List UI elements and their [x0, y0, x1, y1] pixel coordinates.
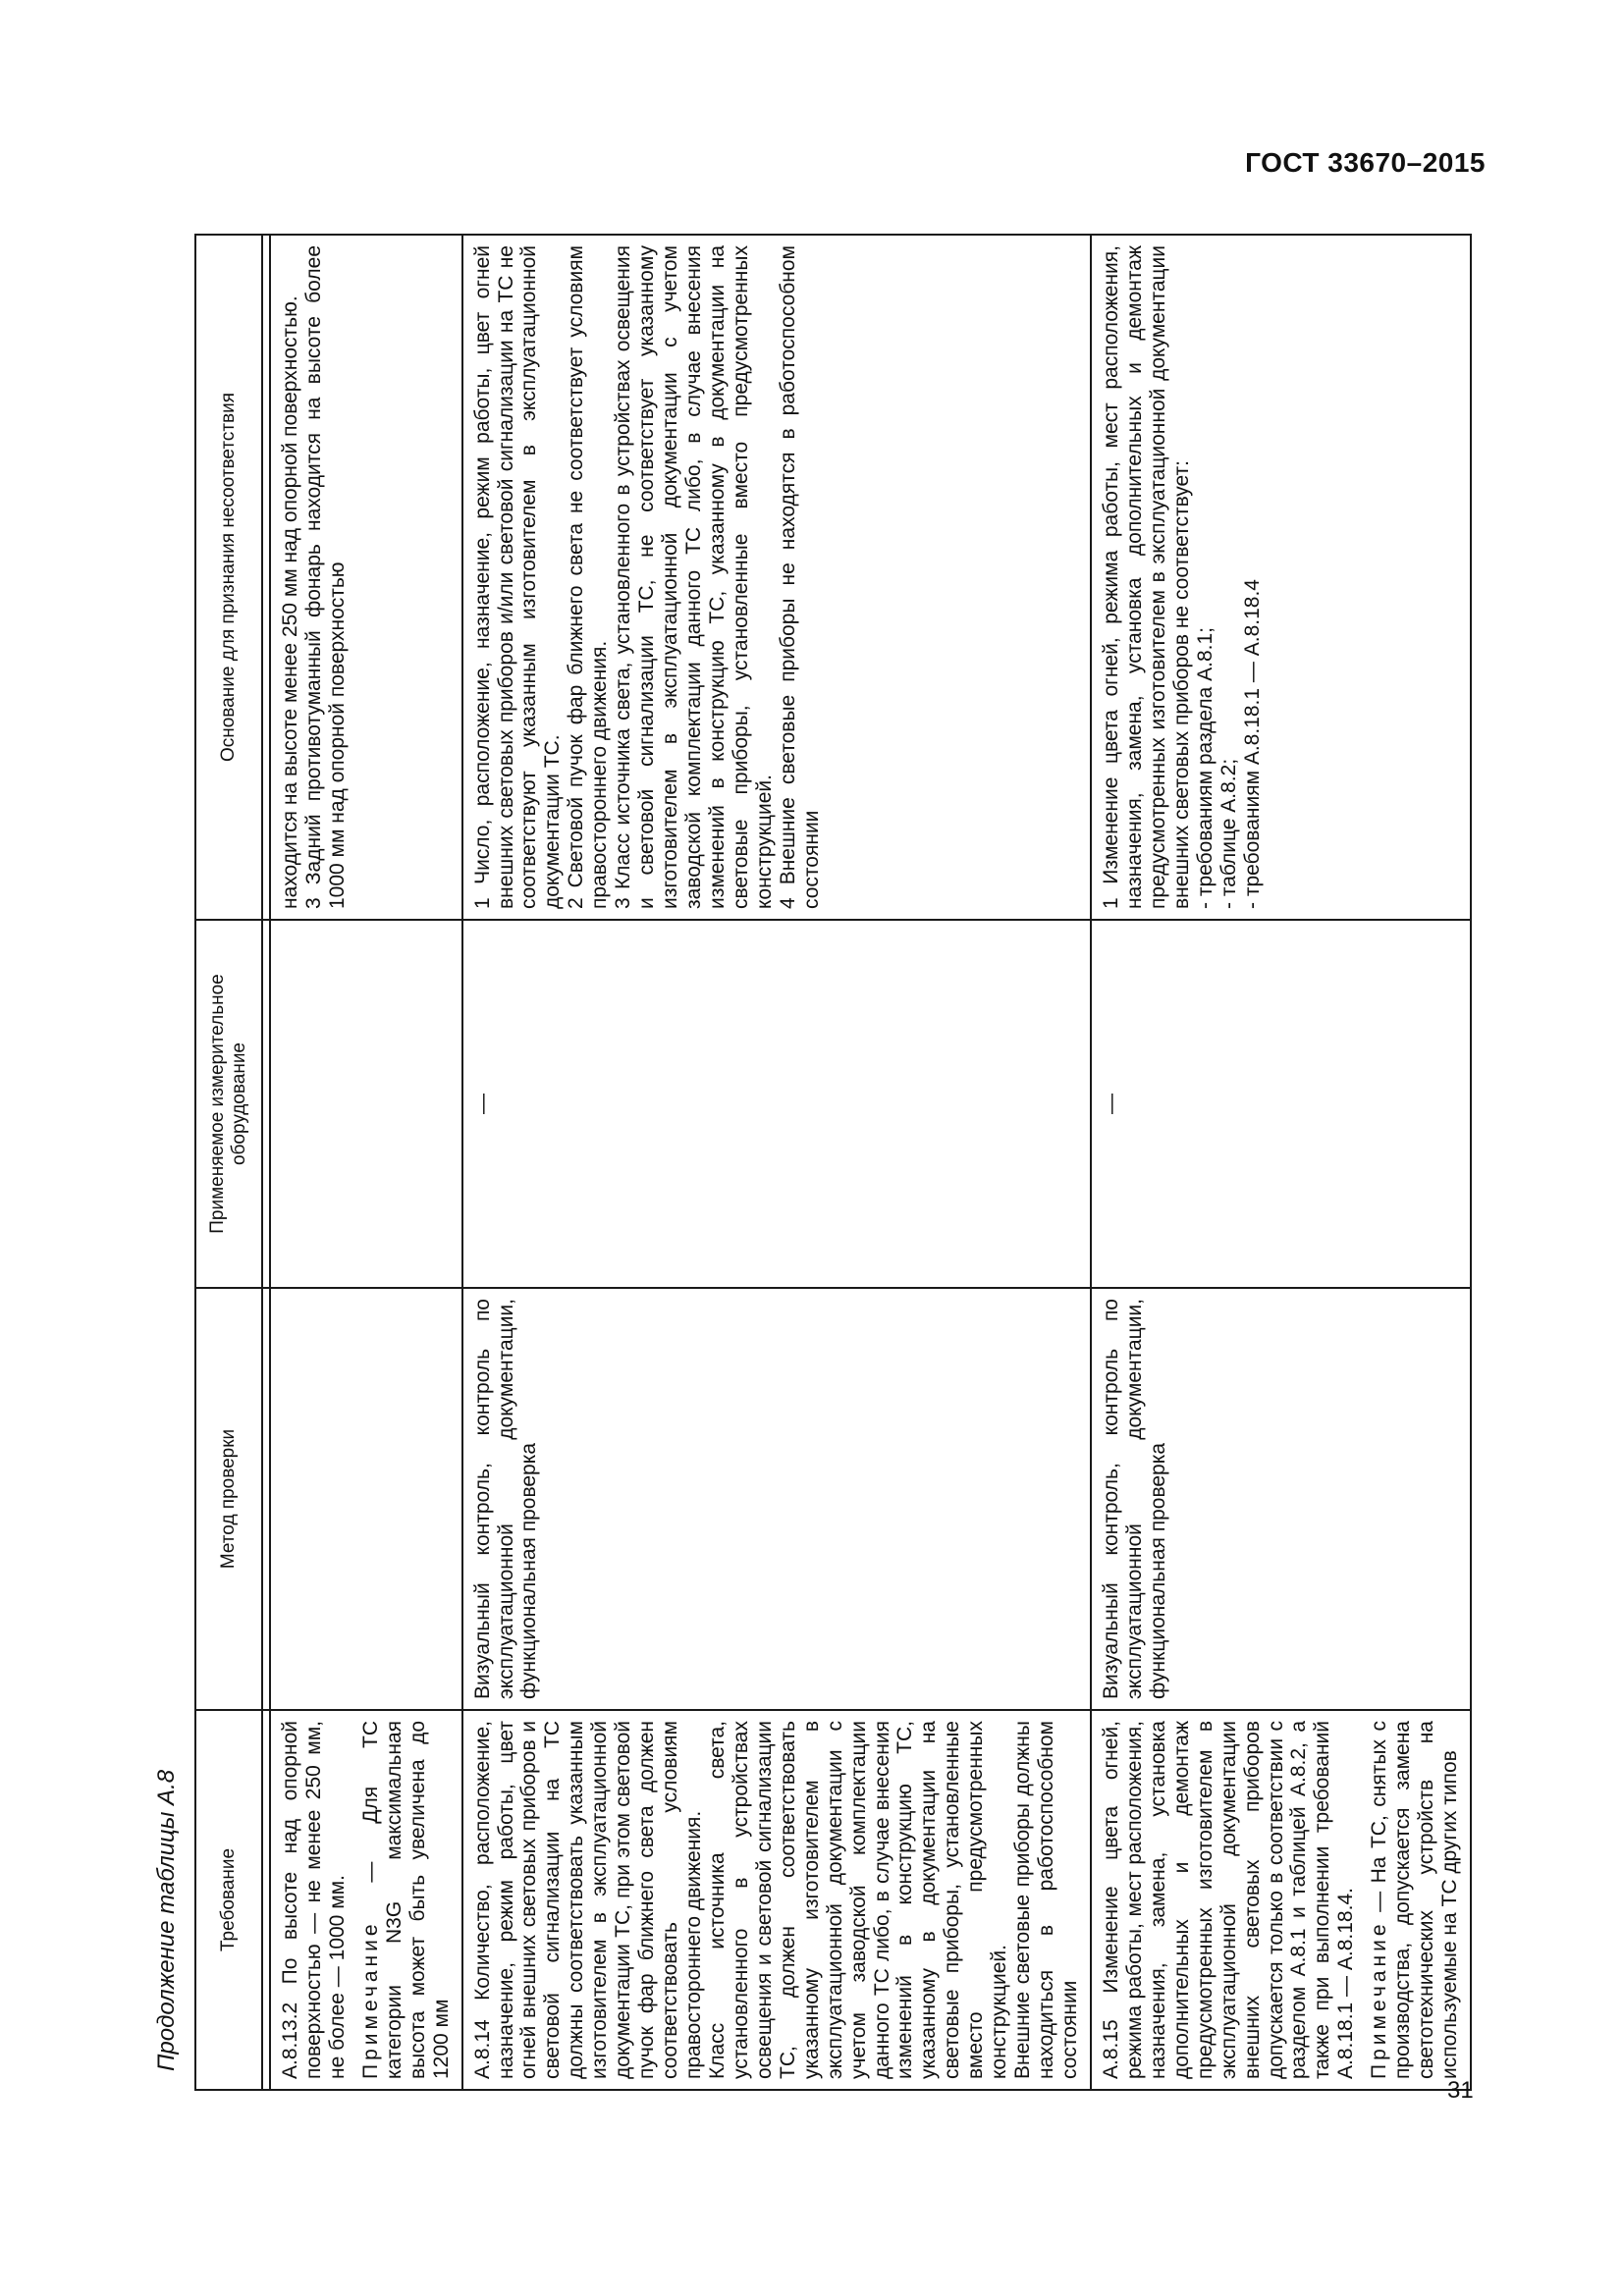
- basis-text: 3 Задний противотуманный фонарь находится на высоте более 1000 мм над опорной поверхностью: [301, 245, 349, 909]
- basis-text: 1 Изменение цвета огней, режима работы, мест расположения, назначения, замена, установка дополнительных и демонтаж предусмотренных изготовителем в эксплуатационной документации внешних световых приборов не соответствует:: [1099, 245, 1193, 909]
- basis-text: - требованиям раздела А.8.1;: [1193, 626, 1217, 909]
- table-caption: Продолжение таблицы А.8: [153, 1769, 180, 2071]
- equipment-cell: —: [462, 920, 1091, 1288]
- header-spacer-row: [262, 235, 270, 2090]
- requirement-text: Класс источника света, установленного в устройствах освещения и световой сигнализации ТС, должен соответствовать указанному изготовителем в эксплуатационной документации с учетом заводской комплектации данного ТС либо, в случае внесения изменений в конструкцию ТС, указанному в документации на световые приборы, установленные вместо предусмотренных конструкцией.: [705, 1721, 1011, 2079]
- page-number: 31: [1447, 2077, 1474, 2104]
- method-cell: Визуальный контроль, контроль по эксплуатационной документации, функциональная проверка: [1091, 1288, 1471, 1710]
- basis-cell: [270, 235, 462, 920]
- note-label: Примечание: [1368, 1920, 1391, 2079]
- requirement-cell: [462, 1710, 1091, 2090]
- basis-text: 3 Класс источника света, установленного в устройствах освещения и световой сигнализации ТС, не соответствует указанному изготовителем в эксплуатационной документации с учетом заводской комплектации данного ТС либо, в случае внесения изменений в конструкцию ТС, указанному в документации на световые приборы, установленные вместо предусмотренных конструкцией.: [612, 245, 776, 909]
- requirement-text: А.8.13.2 По высоте над опорной поверхностью — не менее 250 мм, не более — 1000 мм.: [279, 1721, 349, 2079]
- table-row: [1091, 235, 1471, 2090]
- basis-text: 1 Число, расположение, назначение, режим работы, цвет огней внешних световых приборов и/или световой сигнализации на ТС не соответствуют указанным изготовителем в эксплуатационной документации ТС.: [470, 245, 565, 909]
- table-row: [462, 235, 1091, 2090]
- header-method: Метод проверки: [195, 1288, 262, 1710]
- basis-text: находится на высоте менее 250 мм над опорной поверхностью.: [279, 295, 301, 909]
- basis-text: 2 Световой пучок фар ближнего света не соответствует условиям правостороннего движения.: [565, 245, 612, 909]
- table-header-row: [195, 235, 262, 2090]
- requirements-table: [194, 234, 1472, 2091]
- requirement-note: [359, 1721, 454, 2079]
- note-label: Примечание: [358, 1920, 382, 2079]
- basis-text: 4 Внешние световые приборы не находятся в работоспособном состоянии: [776, 245, 823, 909]
- equipment-cell: [270, 920, 462, 1288]
- header-requirement: Требование: [195, 1710, 262, 2090]
- note-text: — Для ТС категории N3G максимальная высота может быть увеличена до 1200 мм: [358, 1721, 453, 2079]
- requirement-cell: [270, 1710, 462, 2090]
- requirement-text: Внешние световые приборы должны находиться в работоспособном состоянии: [1011, 1721, 1081, 2079]
- basis-text: - таблице А.8.2;: [1217, 758, 1240, 909]
- basis-cell: [1091, 235, 1471, 920]
- rotated-table-area: [147, 98, 1581, 2091]
- requirement-text: А.8.15 Изменение цвета огней, режима работы, мест расположения, назначения, замена, установка дополнительных и демонтаж предусмотренных изготовителем в эксплуатационной документации внешних световых приборов допускается только в соответствии с разделом А.8.1 и таблицей А.8.2, а также при выполнении требований А.8.18.1 — А.8.18.4.: [1099, 1721, 1358, 2079]
- table-row: [270, 235, 462, 2090]
- method-cell: [270, 1288, 462, 1710]
- requirement-note: [1368, 1721, 1462, 2079]
- equipment-cell: —: [1091, 920, 1471, 1288]
- requirement-cell: [1091, 1710, 1471, 2090]
- standard-designation: ГОСТ 33670–2015: [1245, 147, 1486, 178]
- note-text: — На ТС, снятых с производства, допускается замена светотехнических устройств на используемые на ТС других типов: [1368, 1721, 1462, 2079]
- header-basis: Основание для признания несоответствия: [195, 235, 262, 920]
- basis-text: - требованиям А.8.18.1 — А.8.18.4: [1240, 579, 1264, 909]
- method-cell: Визуальный контроль, контроль по эксплуатационной документации, функциональная проверка: [462, 1288, 1091, 1710]
- basis-cell: [462, 235, 1091, 920]
- requirement-text: А.8.14 Количество, расположение, назначение, режим работы, цвет огней внешних световых приборов и световой сигнализации на ТС должны соответствовать указанным изготовителем в эксплуатационной документации ТС, при этом световой пучок фар ближнего света должен соответствовать условиям правостороннего движения.: [470, 1721, 705, 2079]
- header-equipment: Применяемое измерительное оборудование: [195, 920, 262, 1288]
